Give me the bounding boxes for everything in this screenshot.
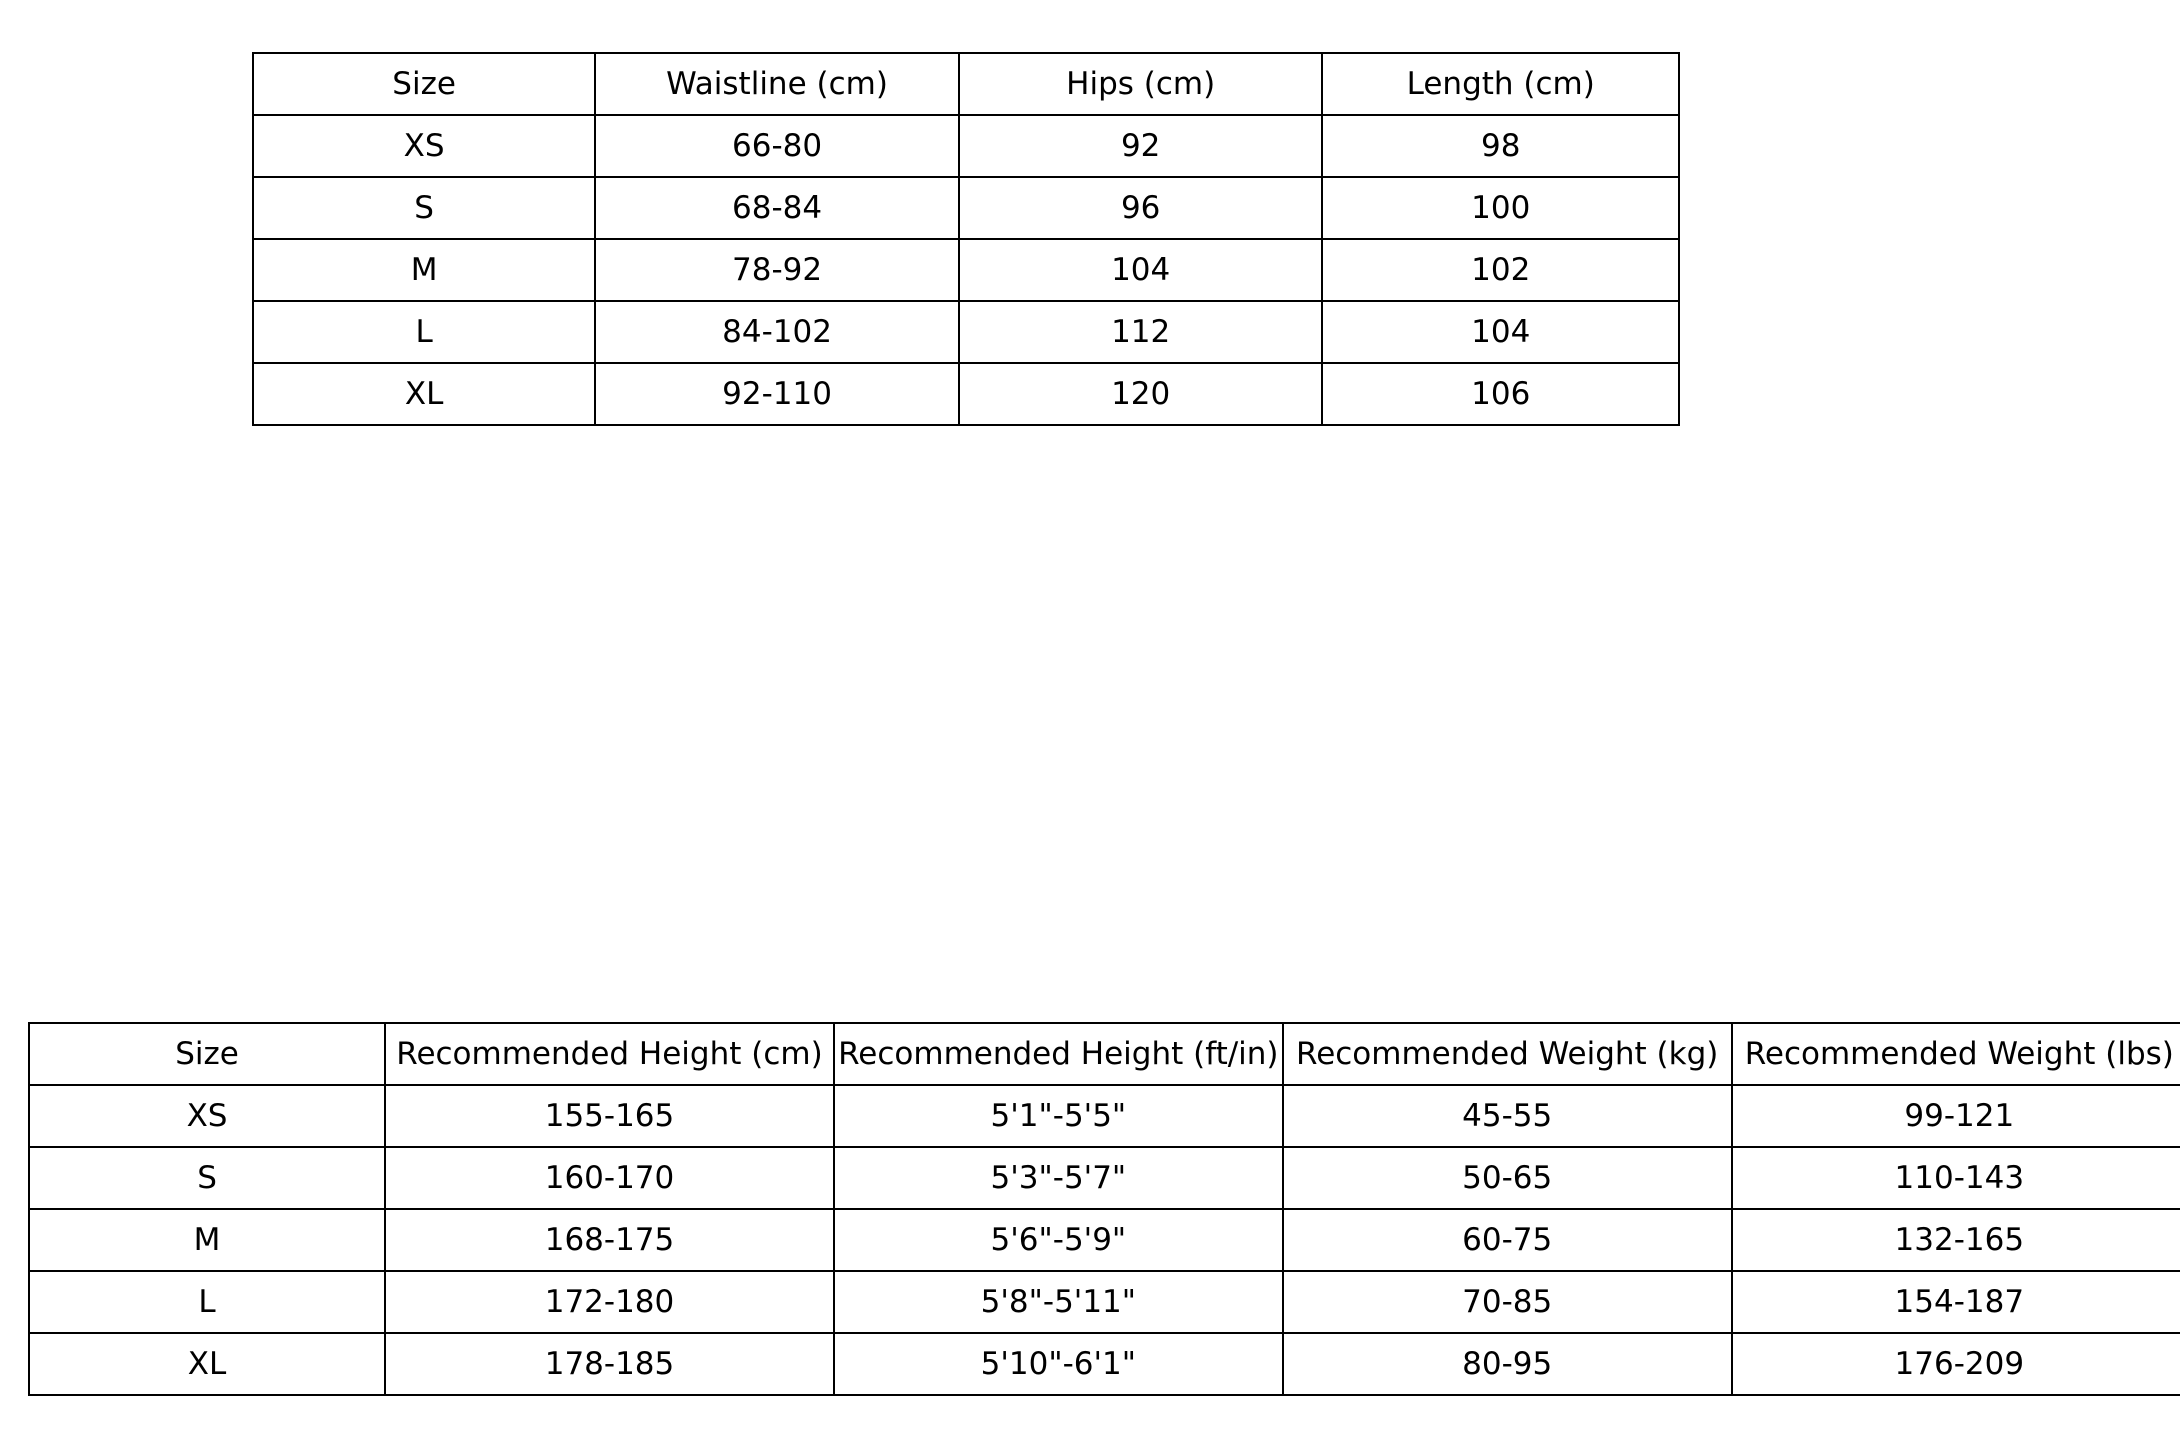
cell-height-ftin: 5'10"-6'1" — [834, 1333, 1283, 1395]
cell-weight-lbs: 154-187 — [1732, 1271, 2180, 1333]
cell-size: S — [253, 177, 595, 239]
table-row — [29, 1209, 2180, 1271]
cell-size: L — [29, 1271, 385, 1333]
table-row — [253, 177, 1679, 239]
column-header-size: Size — [253, 53, 595, 115]
cell-height-cm: 160-170 — [385, 1147, 834, 1209]
cell-size: M — [29, 1209, 385, 1271]
cell-height-cm: 155-165 — [385, 1085, 834, 1147]
table-header-row — [253, 53, 1679, 115]
cell-waistline: 92-110 — [595, 363, 959, 425]
cell-weight-kg: 70-85 — [1283, 1271, 1732, 1333]
cell-height-ftin: 5'8"-5'11" — [834, 1271, 1283, 1333]
cell-weight-kg: 60-75 — [1283, 1209, 1732, 1271]
column-header-hips: Hips (cm) — [959, 53, 1323, 115]
column-header-height-cm: Recommended Height (cm) — [385, 1023, 834, 1085]
cell-weight-kg: 45-55 — [1283, 1085, 1732, 1147]
cell-hips: 92 — [959, 115, 1323, 177]
cell-waistline: 84-102 — [595, 301, 959, 363]
size-chart-body-recommendations — [28, 1022, 2180, 1396]
cell-weight-lbs: 99-121 — [1732, 1085, 2180, 1147]
table-row — [253, 115, 1679, 177]
cell-weight-lbs: 176-209 — [1732, 1333, 2180, 1395]
cell-weight-lbs: 110-143 — [1732, 1147, 2180, 1209]
column-header-weight-kg: Recommended Weight (kg) — [1283, 1023, 1732, 1085]
column-header-height-ftin: Recommended Height (ft/in) — [834, 1023, 1283, 1085]
cell-waistline: 78-92 — [595, 239, 959, 301]
cell-size: XL — [29, 1333, 385, 1395]
table-header-row — [29, 1023, 2180, 1085]
cell-size: XS — [29, 1085, 385, 1147]
cell-size: S — [29, 1147, 385, 1209]
cell-hips: 104 — [959, 239, 1323, 301]
column-header-waistline: Waistline (cm) — [595, 53, 959, 115]
cell-length: 102 — [1322, 239, 1679, 301]
column-header-length: Length (cm) — [1322, 53, 1679, 115]
cell-length: 100 — [1322, 177, 1679, 239]
cell-height-cm: 168-175 — [385, 1209, 834, 1271]
cell-length: 104 — [1322, 301, 1679, 363]
cell-length: 106 — [1322, 363, 1679, 425]
cell-height-cm: 178-185 — [385, 1333, 834, 1395]
cell-length: 98 — [1322, 115, 1679, 177]
cell-height-cm: 172-180 — [385, 1271, 834, 1333]
column-header-size: Size — [29, 1023, 385, 1085]
cell-height-ftin: 5'1"-5'5" — [834, 1085, 1283, 1147]
cell-hips: 120 — [959, 363, 1323, 425]
cell-hips: 112 — [959, 301, 1323, 363]
cell-height-ftin: 5'6"-5'9" — [834, 1209, 1283, 1271]
measurements-table — [252, 52, 1680, 426]
cell-height-ftin: 5'3"-5'7" — [834, 1147, 1283, 1209]
cell-weight-kg: 80-95 — [1283, 1333, 1732, 1395]
table-row — [253, 301, 1679, 363]
cell-weight-kg: 50-65 — [1283, 1147, 1732, 1209]
table-row — [29, 1271, 2180, 1333]
table-row — [253, 363, 1679, 425]
cell-size: XS — [253, 115, 595, 177]
cell-waistline: 68-84 — [595, 177, 959, 239]
table-row — [253, 239, 1679, 301]
recommendations-table — [28, 1022, 2180, 1396]
cell-waistline: 66-80 — [595, 115, 959, 177]
cell-hips: 96 — [959, 177, 1323, 239]
column-header-weight-lbs: Recommended Weight (lbs) — [1732, 1023, 2180, 1085]
table-row — [29, 1333, 2180, 1395]
cell-weight-lbs: 132-165 — [1732, 1209, 2180, 1271]
cell-size: L — [253, 301, 595, 363]
cell-size: XL — [253, 363, 595, 425]
table-row — [29, 1085, 2180, 1147]
table-row — [29, 1147, 2180, 1209]
size-chart-measurements — [252, 52, 1680, 426]
cell-size: M — [253, 239, 595, 301]
